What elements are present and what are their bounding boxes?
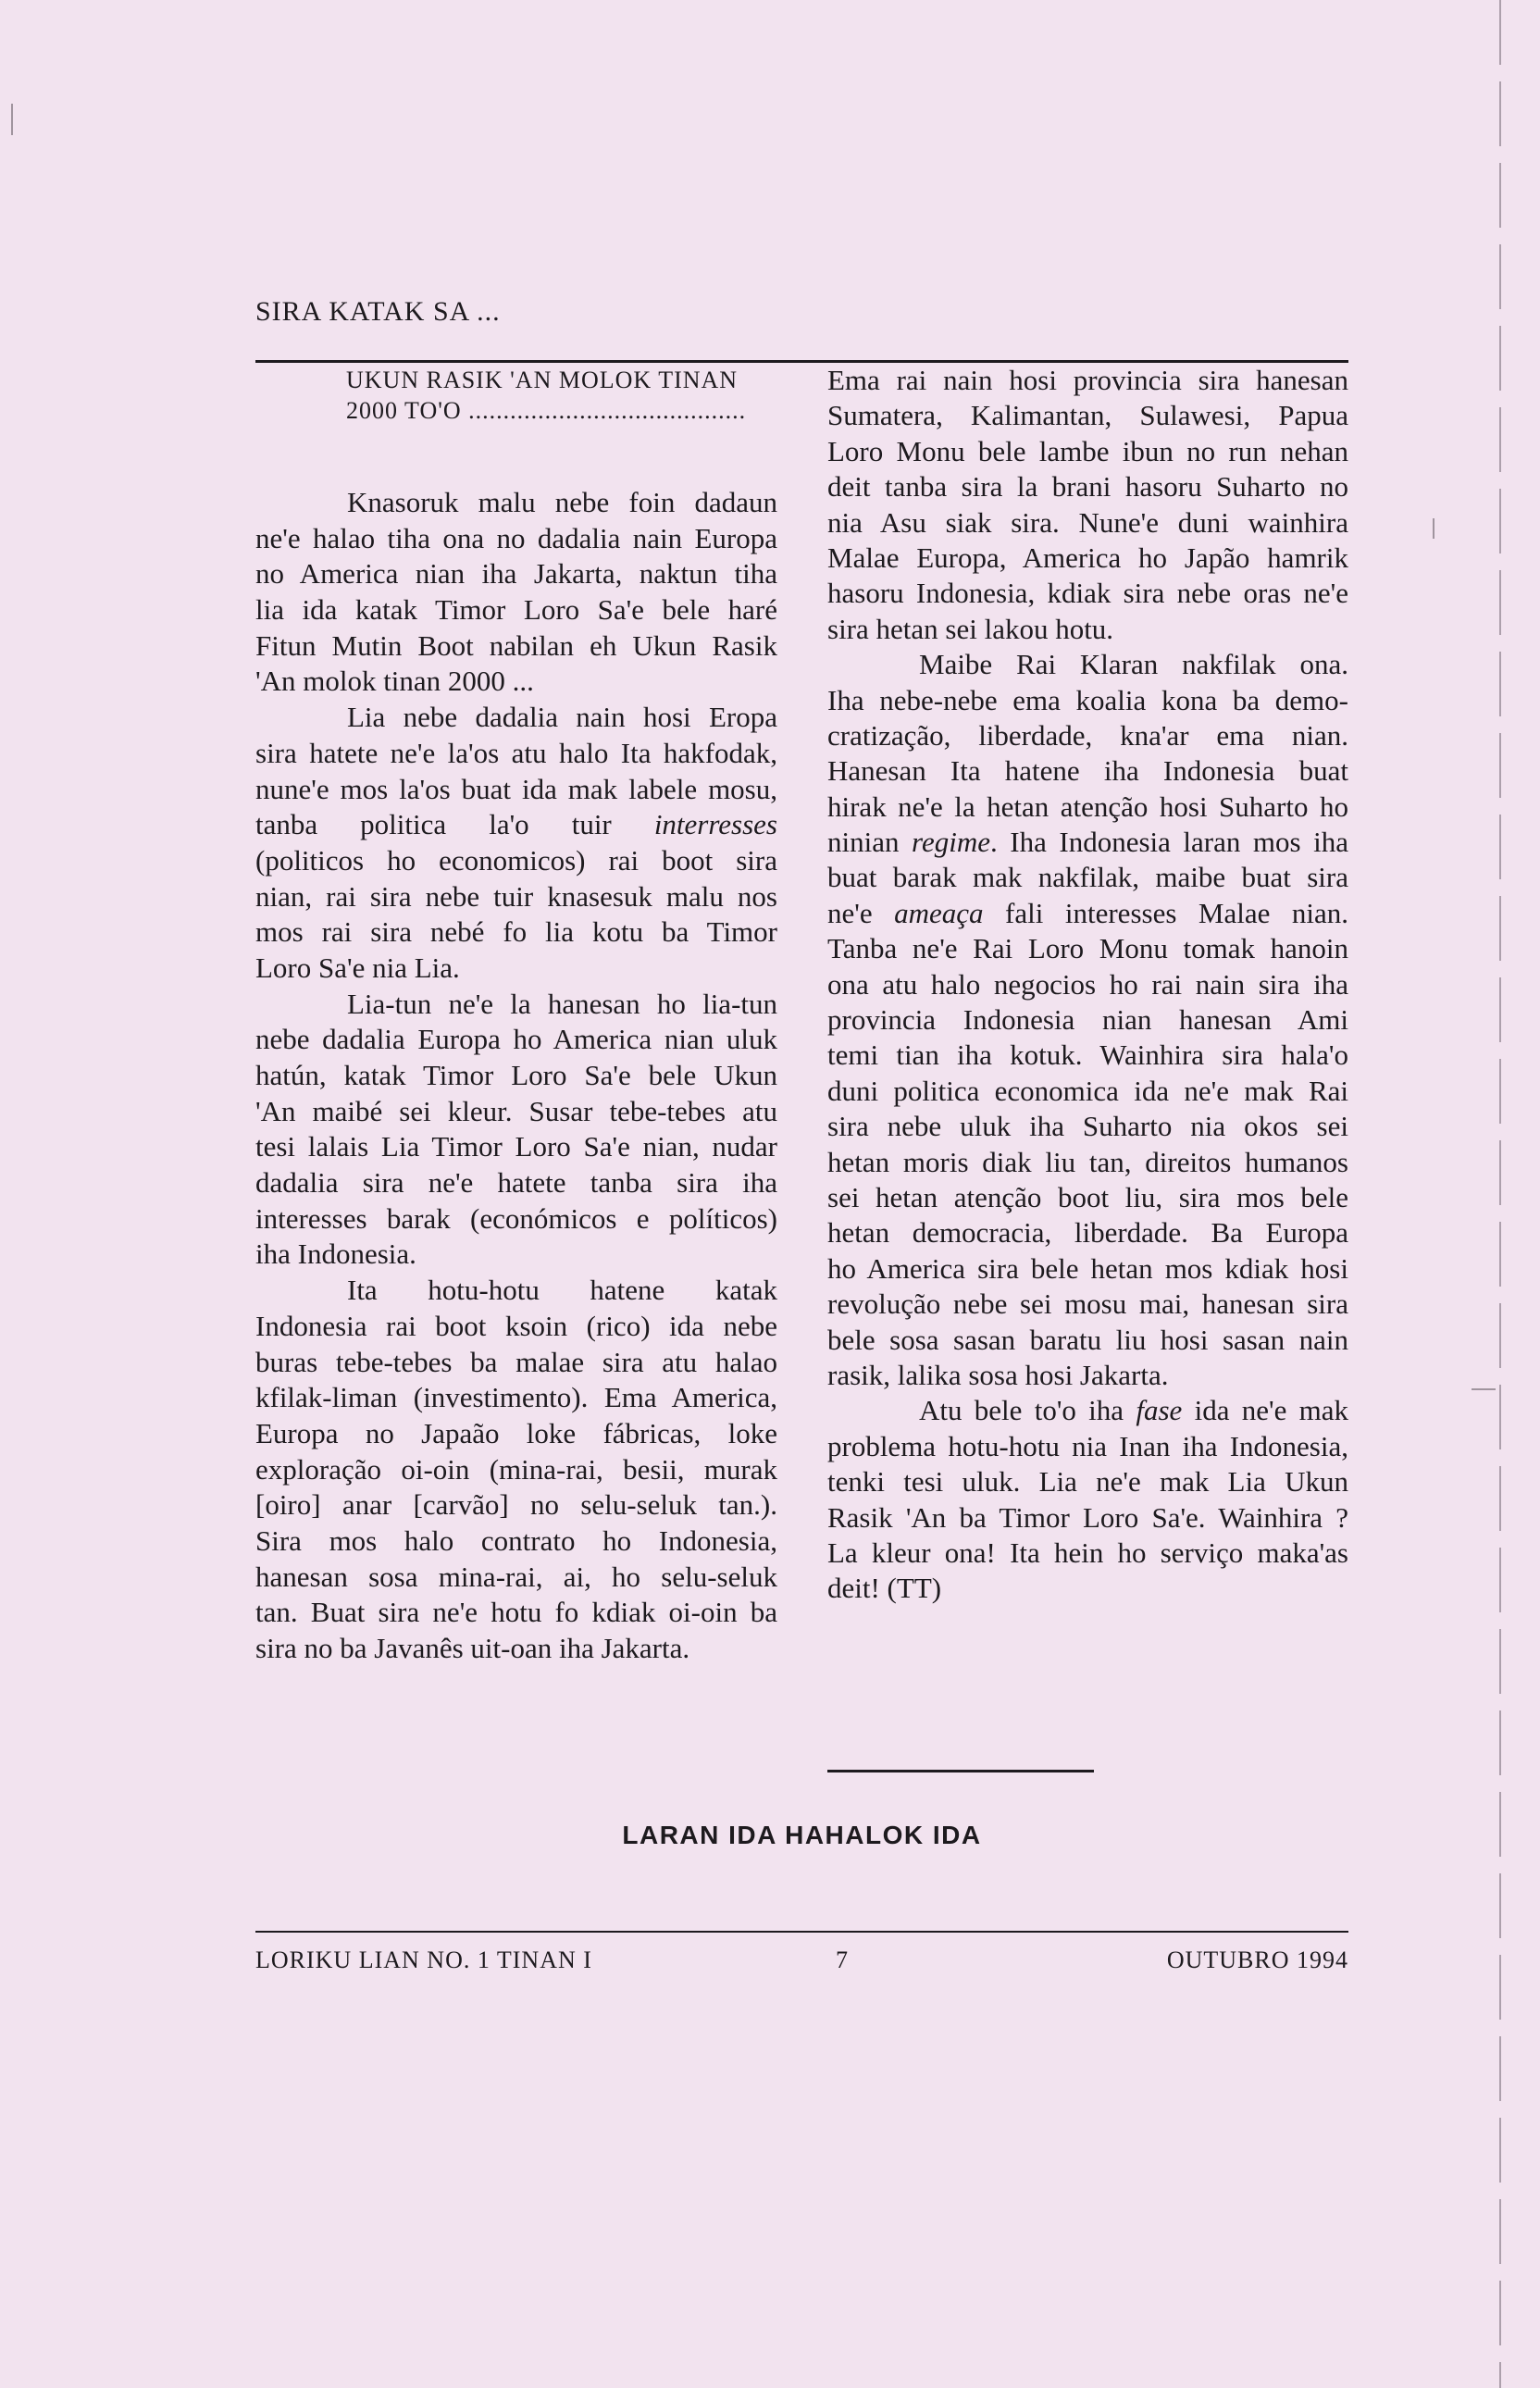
text-line: Lia nebe dadalia nain hosi Eropa: [347, 701, 777, 734]
text-line: La kleur ona! Ita hein ho serviço maka'as: [827, 1536, 1348, 1569]
text-line: [255, 807, 777, 843]
text-line: iha Indonesia.: [255, 1238, 416, 1271]
text-line: lia ida katak Timor Loro Sa'e bele haré: [255, 593, 777, 627]
text-line: nune'e mos la'os buat ida mak labele mosu,: [255, 772, 777, 805]
paragraph: [255, 700, 777, 987]
text-line: Loro Monu bele lambe ibun no run nehan: [827, 434, 1348, 467]
text-line: temi tian iha kotuk. Wainhira sira hala'o: [827, 1039, 1348, 1072]
text-line: buat barak mak nakfilak, maibe buat sira: [827, 861, 1348, 894]
text-line: Iha nebe-nebe ema koalia kona ba demo-: [827, 683, 1348, 716]
text-line: sira nebe uluk iha Suharto nia okos sei: [827, 1110, 1348, 1143]
text-line: ho America sira bele hetan mos kdiak hosi: [827, 1251, 1348, 1285]
text-line: Europa no Japaão loke fábricas, loke: [255, 1416, 777, 1449]
text-line: mos rai sira nebé fo lia kotu ba Timor: [255, 915, 777, 949]
text-line: hetan democracia, liberdade. Ba Europa: [827, 1216, 1348, 1250]
paragraph: [255, 1273, 777, 1667]
text-line: problema hotu-hotu nia Inan iha Indonesia,: [827, 1429, 1348, 1462]
paragraph: [827, 363, 1348, 647]
text-line: interesses barak (económicos e políticos): [255, 1201, 777, 1235]
text-run: Atu bele to'o iha: [919, 1394, 1136, 1427]
text-line: hetan moris diak liu tan, direitos humanos: [827, 1145, 1348, 1178]
text-line: Fitun Mutin Boot nabilan eh Ukun Rasik: [255, 628, 777, 662]
text-line: Hanesan Ita hatene iha Indonesia buat: [827, 754, 1348, 788]
text-line: sira hatete ne'e la'os atu halo Ita hakfodak,: [255, 736, 777, 769]
page-number: 7: [836, 1946, 849, 1973]
emphasis-text: regime: [912, 826, 990, 859]
text-line: rasik, lalika sosa hosi Jakarta.: [827, 1358, 1169, 1391]
page-footer: [0, 1946, 1540, 1975]
article-heading-line: 2000 TO'O ........................................: [346, 397, 747, 424]
section-heading: LARAN IDA HAHALOK IDA: [622, 1821, 982, 1849]
right-column: [827, 363, 1348, 1607]
footer-publication: LORIKU LIAN NO. 1 TINAN I: [255, 1946, 592, 1973]
scan-mark: [11, 104, 13, 135]
text-line: nian, rai sira nebe tuir knasesuk malu nos: [255, 879, 777, 913]
text-line: Sumatera, Kalimantan, Sulawesi, Papua: [827, 399, 1348, 432]
text-line: nia Asu siak sira. Nune'e duni wainhira: [827, 505, 1348, 539]
emphasis-text: interresses: [653, 808, 777, 841]
text-line: Ita hotu-hotu hatene katak: [347, 1274, 777, 1307]
text-line: duni politica economica ida ne'e mak Rai: [827, 1074, 1348, 1107]
text-line: Knasoruk malu nebe foin dadaun: [347, 486, 777, 518]
text-line: [827, 896, 1348, 931]
text-line: no America nian iha Jakarta, naktun tiha: [255, 557, 777, 591]
text-line: hasoru Indonesia, kdiak sira nebe oras ne'e: [827, 577, 1348, 610]
left-column: [255, 485, 777, 1667]
text-line: tesi lalais Lia Timor Loro Sa'e nian, nudar: [255, 1130, 777, 1163]
section-divider-rule: [827, 1770, 1094, 1772]
text-line: tan. Buat sira ne'e hotu fo kdiak oi-oin ba: [255, 1596, 777, 1629]
paragraph: [827, 1393, 1348, 1606]
running-head: SIRA KATAK SA ...: [255, 296, 501, 327]
text-line: ne'e halao tiha ona no dadalia nain Europa: [255, 521, 777, 554]
text-line: 'An maibé sei kleur. Susar tebe-tebes atu: [255, 1094, 777, 1127]
article-heading-line: UKUN RASIK 'AN MOLOK TINAN: [346, 367, 739, 393]
text-line: [827, 1393, 1348, 1428]
text-line: sei hetan atenção boot liu, sira mos bele: [827, 1180, 1348, 1213]
text-line: provincia Indonesia nian hanesan Ami: [827, 1003, 1348, 1037]
text-line: Ema rai nain hosi provincia sira hanesan: [827, 364, 1348, 396]
footer-rule: [255, 1931, 1348, 1933]
text-line: deit! (TT): [827, 1572, 942, 1605]
article-heading: [346, 365, 746, 426]
scan-edge-line: [1499, 0, 1501, 2388]
text-run: . Iha Indonesia laran mos iha: [989, 826, 1348, 859]
text-line: cratização, liberdade, kna'ar ema nian.: [827, 718, 1348, 752]
text-run: tanba politica la'o tuir: [255, 808, 654, 841]
text-run: ida ne'e mak: [1182, 1394, 1348, 1427]
emphasis-text: ameaça: [894, 896, 984, 929]
text-run: ninian: [827, 826, 913, 859]
text-line: sira hetan sei lakou hotu.: [827, 612, 1114, 645]
text-line: [oiro] anar [carvão] no selu-seluk tan.).: [255, 1488, 777, 1522]
text-line: exploração oi-oin (mina-rai, besii, murak: [255, 1452, 777, 1486]
text-line: sira no ba Javanês uit-oan iha Jakarta.: [255, 1632, 690, 1664]
text-line: Lia-tun ne'e la hanesan ho lia-tun: [347, 987, 777, 1020]
emphasis-text: fase: [1136, 1394, 1183, 1427]
scan-mark: [1472, 1388, 1496, 1390]
paragraph: [255, 987, 777, 1274]
text-line: 'An molok tinan 2000 ...: [255, 665, 534, 698]
text-line: [827, 825, 1348, 860]
footer-date: OUTUBRO 1994: [1166, 1946, 1348, 1973]
text-line: buras tebe-tebes ba malae sira atu halao: [255, 1345, 777, 1378]
text-run: ne'e: [827, 896, 895, 929]
text-line: Rasik 'An ba Timor Loro Sa'e. Wainhira ?: [827, 1500, 1348, 1534]
text-line: tenki tesi uluk. Lia ne'e mak Lia Ukun: [827, 1465, 1348, 1499]
text-run: fali interesses Malae nian.: [983, 896, 1348, 929]
text-line: revolução nebe sei mosu mai, hanesan sira: [827, 1287, 1348, 1321]
text-line: nebe dadalia Europa ho America nian uluk: [255, 1023, 777, 1056]
scan-mark: [1433, 518, 1434, 539]
paragraph: [255, 485, 777, 700]
text-line: ona atu halo negocios ho rai nain sira iha: [827, 967, 1348, 1001]
text-line: deit tanba sira la brani hasoru Suharto no: [827, 470, 1348, 504]
text-line: bele sosa sasan baratu liu hosi sasan nain: [827, 1323, 1348, 1356]
text-line: Indonesia rai boot ksoin (rico) ida nebe: [255, 1309, 777, 1342]
text-line: hanesan sosa mina-rai, ai, ho selu-seluk: [255, 1560, 777, 1593]
text-line: Maibe Rai Klaran nakfilak ona.: [919, 648, 1348, 681]
text-line: Tanba ne'e Rai Loro Monu tomak hanoin: [827, 932, 1348, 965]
text-line: hirak ne'e la hetan atenção hosi Suharto ho: [827, 790, 1348, 823]
text-line: Malae Europa, America ho Japão hamrik: [827, 541, 1348, 574]
text-line: (politicos ho economicos) rai boot sira: [255, 843, 777, 877]
text-line: hatún, katak Timor Loro Sa'e bele Ukun: [255, 1059, 777, 1091]
text-line: Sira mos halo contrato ho Indonesia,: [255, 1524, 777, 1557]
text-line: Loro Sa'e nia Lia.: [255, 951, 460, 984]
paragraph: [827, 647, 1348, 1393]
text-line: dadalia sira ne'e hatete tanba sira iha: [255, 1166, 777, 1200]
text-line: kfilak-liman (investimento). Ema America,: [255, 1381, 777, 1414]
